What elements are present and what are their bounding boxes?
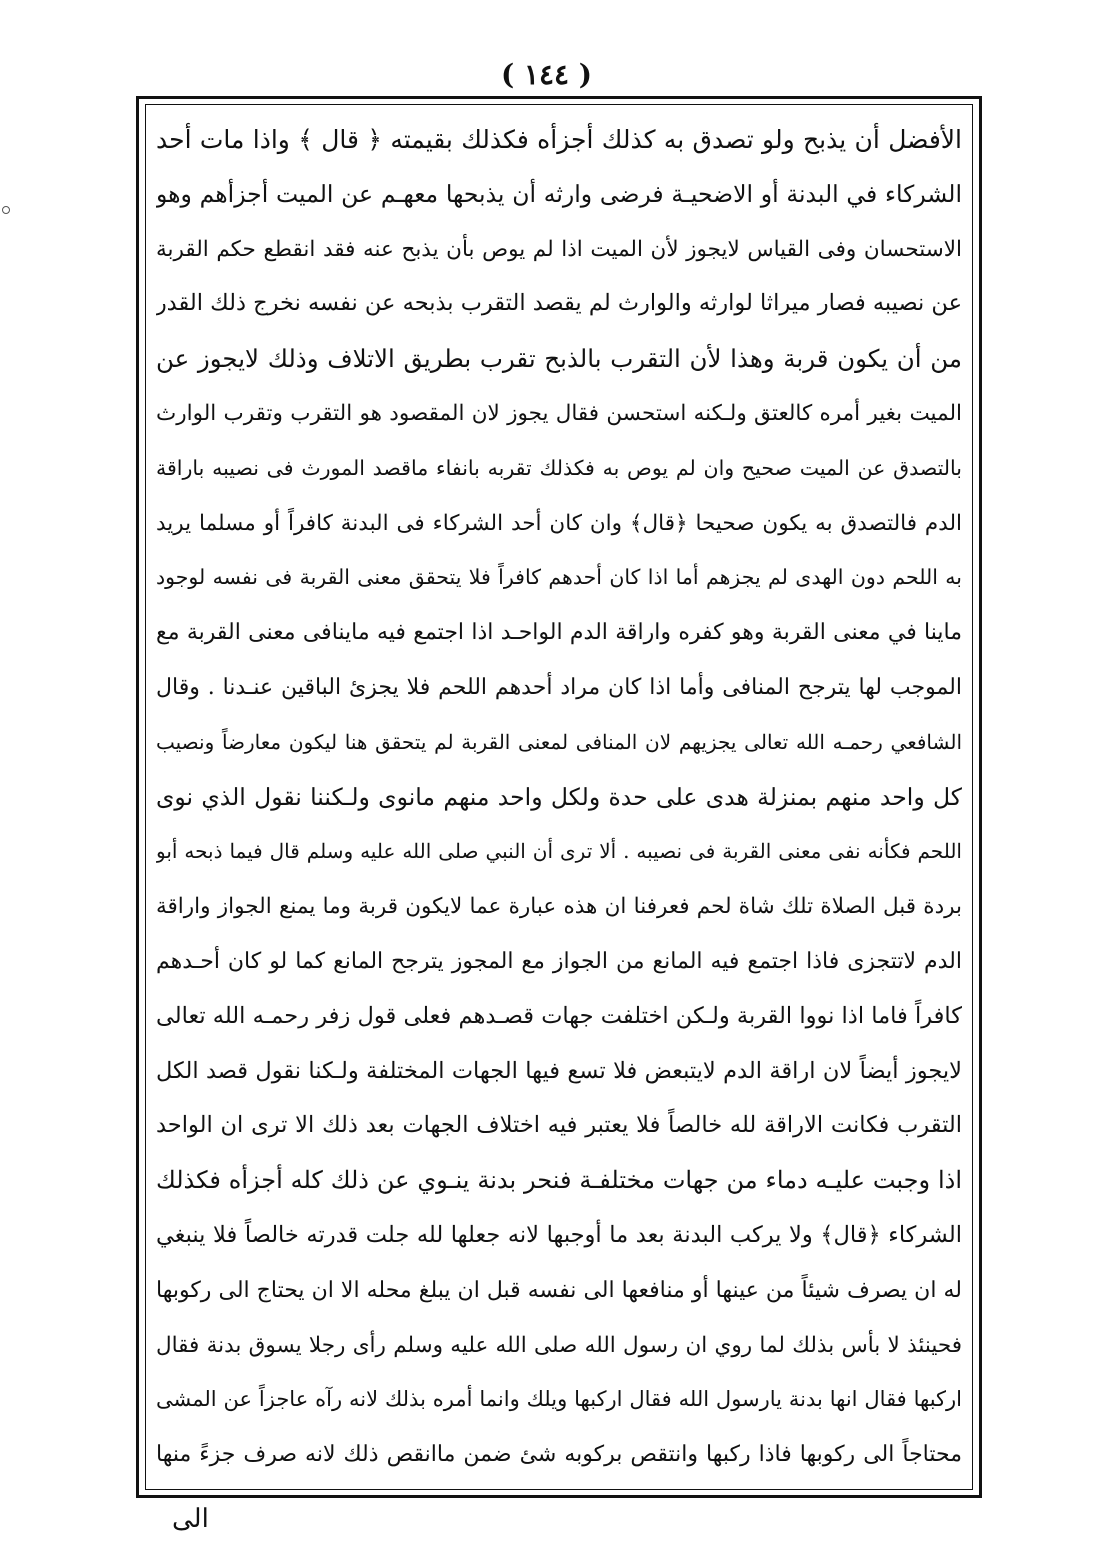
text-line: محتاجاً الى ركوبها فاذا ركبها وانتقص بركوبه شئ ضمن ماانقص ذلك لانه صرف جزءً منها <box>156 1442 962 1468</box>
text-line: فحينئذ لا بأس بذلك لما روي ان رسول الله صلى الله عليه وسلم رأى رجلا يسوق بدنة فقال <box>156 1332 962 1358</box>
text-line: الشافعي رحمـه الله تعالى يجزيهم لان المنافى لمعنى القربة لم يتحقق هنا ليكون معارضاً ونصيب <box>156 729 962 754</box>
text-line: الشركاء ﴿قال﴾ ولا يركب البدنة بعد ما أوجبها لانه جعلها لله جلت قدرته خالصاً فلا ينبغي <box>156 1221 962 1248</box>
text-line: به اللحم دون الهدى لم يجزهم أما اذا كان أحدهم كافراً فلا يتحقق معنى القربة فى نفسه لوجود <box>156 565 962 590</box>
text-line: ماينا في معنى القربة وهو كفره واراقة الدم الواحـد اذا اجتمع فيه ماينافى معنى القربة مع <box>156 620 962 646</box>
text-line: بالتصدق عن الميت صحيح وان لم يوص به فكذلك تقربه بانفاء ماقصد المورث فى نصيبه باراقة <box>156 455 962 480</box>
text-line: التقرب فكانت الاراقة لله خالصاً فلا يعتبر فيه اختلاف الجهات بعد ذلك الا ترى ان الواحد <box>156 1112 962 1139</box>
text-line: كل واحد منهم بمنزلة هدى على حدة ولكل واحد منهم مانوى ولـكننا نقول الذي نوى <box>156 782 962 811</box>
text-line: الميت بغير أمره كالعتق ولـكنه استحسن فقال يجوز لان المقصود هو التقرب وتقرب الوارث <box>156 400 962 426</box>
page-number: ( ١٤٤ ) <box>500 58 593 91</box>
stray-ink-mark <box>2 206 10 214</box>
text-line: الدم لاتتجزى فاذا اجتمع فيه المانع من الجواز مع المجوز يترجح المانع كما لو كان أحـدهم <box>156 948 962 974</box>
text-line: بردة قبل الصلاة تلك شاة لحم فعرفنا ان هذه عبارة عما لايكون قربة وما يمنع الجواز واراقة <box>156 894 962 920</box>
text-line: الاستحسان وفى القياس لايجوز لأن الميت اذا لم يوص بأن يذبح عنه فقد انقطع حكم القربة <box>156 236 962 262</box>
text-line: لايجوز أيضاً لان اراقة الدم لايتبعض فلا تسع فيها الجهات المختلفة ولـكنا نقول قصد الكل <box>156 1057 962 1084</box>
catchword: الى <box>172 1504 209 1534</box>
text-body <box>156 112 962 1482</box>
text-line: الدم فالتصدق به يكون صحيحا ﴿قال﴾ وان كان أحد الشركاء فى البدنة كافراً أو مسلما يريد <box>156 510 962 536</box>
text-line: الأفضل أن يذبح ولو تصدق به كذلك أجزأه فكذلك بقيمته ﴿ قال ﴾ واذا مات أحد <box>156 125 962 154</box>
text-line: من أن يكون قربة وهذا لأن التقرب بالذبح تقرب بطريق الاتلاف وذلك لايجوز عن <box>156 344 962 374</box>
text-line: كافراً فاما اذا نووا القربة ولـكن اختلفت جهات قصـدهم فعلى قول زفر رحمـه الله تعالى <box>156 1002 962 1029</box>
text-line: عن نصيبه فصار ميراثا لوارثه والوارث لم يقصد التقرب بذبحه عن نفسه نخرج ذلك القدر <box>156 290 962 317</box>
text-line: الشركاء في البدنة أو الاضحيـة فرضى وارثه أن يذبحها معهـم عن الميت أجزأهم وهو <box>156 179 962 208</box>
text-line: الموجب لها يترجح المنافى وأما اذا كان مراد أحدهم اللحم فلا يجزئ الباقين عنـدنا . وقال <box>156 674 962 700</box>
text-line: له ان يصرف شيئاً من عينها أو منافعها الى نفسه قبل ان يبلغ محله الا ان يحتاج الى ركوبها <box>156 1277 962 1303</box>
text-line: اللحم فكأنه نفى معنى القربة فى نصيبه . ألا ترى أن النبي صلى الله عليه وسلم قال فيما ذبحه أبو <box>156 839 962 864</box>
text-line: اركبها فقال انها بدنة يارسول الله فقال اركبها ويلك وانما أمره بذلك لانه رآه عاجزاً عن المشى <box>156 1387 962 1412</box>
text-line: اذا وجبت عليـه دماء من جهات مختلفـة فنحر بدنة ينـوي عن ذلك كله أجزأه فكذلك <box>156 1166 962 1195</box>
